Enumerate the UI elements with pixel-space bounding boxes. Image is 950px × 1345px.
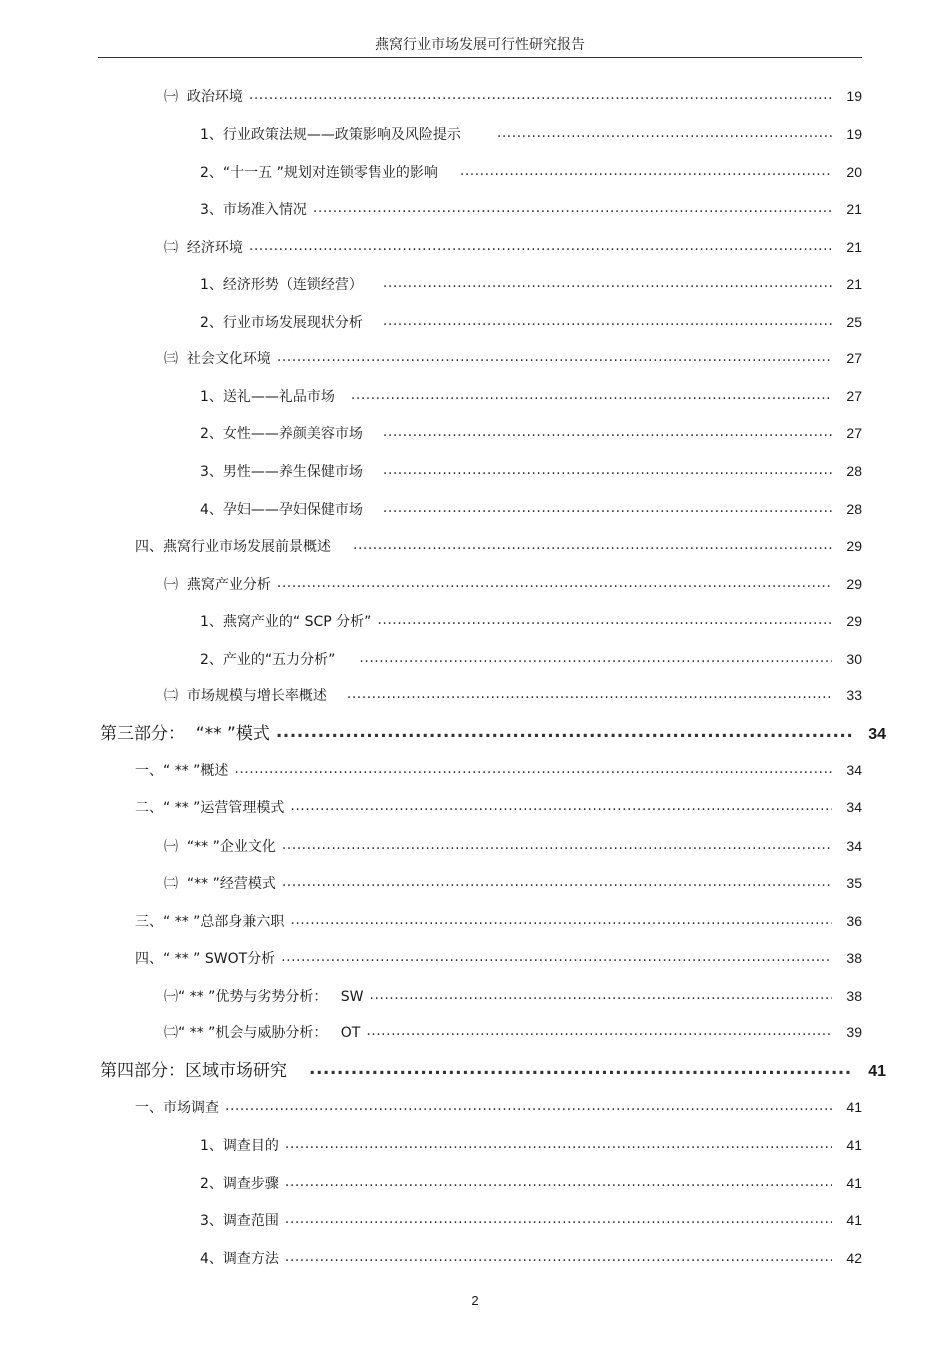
toc-entry-page: 41 [846, 1212, 862, 1228]
toc-entry-title: ㈡ “** ”经营模式 [164, 876, 276, 892]
toc-entry-title: 2、调查步骤 [200, 1176, 279, 1192]
toc-entry-title: 2、产业的“五力分析” [200, 652, 336, 668]
toc-entry-title: 1、送礼——礼品市场 [200, 389, 335, 405]
toc-entry-page: 35 [846, 875, 862, 891]
toc-entry-page: 38 [846, 988, 862, 1004]
toc-entry-page: 33 [846, 687, 862, 703]
toc-entry-page: 34 [846, 838, 862, 854]
toc-entry-title: 第三部分： “** ”模式 [100, 724, 270, 744]
header-rule [98, 57, 862, 58]
toc-entry[interactable] [164, 1022, 862, 1042]
toc-entry-title: 1、经济形势（连锁经营） [200, 277, 363, 293]
toc-entry-title: ㈠ 燕窝产业分析 [164, 577, 271, 593]
toc-entry-page: 19 [846, 126, 862, 142]
toc-entry-page: 41 [868, 1063, 886, 1080]
toc-leader [234, 759, 832, 779]
toc-entry-title: ㈠ 政治环境 [164, 89, 243, 105]
toc-entry-title: 四、燕窝行业市场发展前景概述 [135, 539, 331, 555]
toc-leader [366, 1021, 832, 1041]
toc-entry[interactable] [164, 86, 862, 106]
toc-entry-title: 第四部分：区域市场研究 [100, 1061, 287, 1081]
toc-entry-page: 34 [846, 762, 862, 778]
toc-entry[interactable] [200, 611, 862, 631]
toc-entry-title: 2、女性——养颜美容市场 [200, 426, 363, 442]
toc-leader [309, 1057, 852, 1081]
toc-leader [359, 648, 832, 668]
toc-leader [313, 198, 832, 218]
toc-entry-title: 2、“十一五 ”规划对连锁零售业的影响 [200, 165, 438, 181]
toc-entry-title: 二、“ ** ”运营管理模式 [135, 800, 285, 816]
toc-leader [249, 236, 832, 256]
toc-entry[interactable] [200, 1210, 862, 1230]
toc-entry[interactable] [200, 199, 862, 219]
toc-entry-page: 29 [846, 538, 862, 554]
toc-entry[interactable] [135, 948, 862, 968]
toc-entry[interactable] [200, 312, 862, 332]
toc-leader [282, 872, 832, 892]
toc-entry-title: 3、市场准入情况 [200, 202, 307, 218]
toc-leader [347, 684, 832, 704]
toc-leader [383, 498, 832, 518]
toc-entry-title: 一、“ ** ”概述 [135, 763, 229, 779]
toc-leader [383, 460, 832, 480]
toc-entry-title: 三、“ ** ”总部身兼六职 [135, 914, 285, 930]
toc-entry[interactable] [164, 836, 862, 856]
toc-entry-page: 19 [846, 88, 862, 104]
toc-entry[interactable] [200, 274, 862, 294]
toc-entry-title: 1、行业政策法规——政策影响及风险提示 [200, 127, 461, 143]
toc-entry-page: 21 [846, 239, 862, 255]
toc-entry[interactable] [200, 423, 862, 443]
toc-entry[interactable] [200, 649, 862, 669]
toc-entry-page: 41 [846, 1175, 862, 1191]
toc-entry[interactable] [135, 536, 862, 556]
toc-entry-title: ㈡ 市场规模与增长率概述 [164, 688, 327, 704]
toc-leader [290, 910, 832, 930]
toc-leader [281, 947, 832, 967]
toc-entry[interactable] [135, 1097, 862, 1117]
toc-entry-title: 1、调查目的 [200, 1138, 279, 1154]
toc-entry[interactable] [200, 1173, 862, 1193]
toc-leader [225, 1096, 832, 1116]
toc-entry-page: 25 [846, 314, 862, 330]
toc-entry-page: 38 [846, 950, 862, 966]
toc-entry-page: 29 [846, 576, 862, 592]
toc-entry-page: 30 [846, 651, 862, 667]
toc-entry-page: 20 [846, 164, 862, 180]
toc-entry-title: 4、孕妇——孕妇保健市场 [200, 502, 363, 518]
toc-leader [276, 720, 852, 744]
toc-entry-page: 41 [846, 1137, 862, 1153]
toc-part-entry[interactable] [100, 1059, 886, 1083]
toc-entry-title: ㈠“ ** ”优势与劣势分析： SW [164, 989, 364, 1005]
toc-entry-title: 3、调查范围 [200, 1213, 279, 1229]
toc-entry-page: 28 [846, 501, 862, 517]
toc-entry-title: 四、“ ** ” SWOT分析 [135, 951, 276, 967]
toc-leader [383, 422, 832, 442]
toc-entry-page: 39 [846, 1024, 862, 1040]
toc-entry-page: 29 [846, 613, 862, 629]
toc-entry-page: 21 [846, 201, 862, 217]
toc-entry[interactable] [164, 873, 862, 893]
toc-leader [290, 796, 832, 816]
toc-entry[interactable] [164, 237, 862, 257]
toc-leader [249, 85, 832, 105]
toc-entry-title: 4、调查方法 [200, 1251, 279, 1267]
toc-entry[interactable] [200, 461, 862, 481]
toc-entry[interactable] [164, 986, 862, 1006]
toc-leader [351, 385, 832, 405]
running-header: 燕窝行业市场发展可行性研究报告 [375, 37, 585, 53]
toc-entry-page: 34 [868, 726, 886, 743]
toc-leader [460, 161, 832, 181]
toc-entry-page: 27 [846, 350, 862, 366]
toc-entry-title: 3、男性——养生保健市场 [200, 464, 363, 480]
toc-entry[interactable] [164, 348, 862, 368]
toc-entry[interactable] [164, 574, 862, 594]
toc-leader [497, 123, 832, 143]
toc-entry[interactable] [200, 386, 862, 406]
toc-leader [285, 1172, 832, 1192]
toc-entry-page: 28 [846, 463, 862, 479]
toc-leader [353, 535, 832, 555]
toc-entry-title: ㈢ 社会文化环境 [164, 351, 271, 367]
toc-entry[interactable] [200, 499, 862, 519]
toc-leader [383, 311, 832, 331]
toc-entry-title: 一、市场调查 [135, 1100, 219, 1116]
toc-entry[interactable] [135, 760, 862, 780]
toc-entry[interactable] [135, 911, 862, 931]
toc-entry[interactable] [200, 124, 862, 144]
toc-entry-title: ㈡ 经济环境 [164, 240, 243, 256]
toc-leader [277, 347, 832, 367]
toc-entry[interactable] [135, 797, 862, 817]
toc-entry-page: 21 [846, 276, 862, 292]
toc-leader [383, 273, 832, 293]
toc-leader [285, 1247, 832, 1267]
toc-entry-page: 36 [846, 913, 862, 929]
toc-leader [285, 1134, 832, 1154]
toc-leader [377, 610, 832, 630]
toc-leader [370, 985, 833, 1005]
toc-leader [285, 1209, 832, 1229]
toc-entry-page: 34 [846, 799, 862, 815]
toc-leader [277, 573, 832, 593]
toc-entry-page: 42 [846, 1250, 862, 1266]
toc-entry[interactable] [164, 685, 862, 705]
page-number: 2 [471, 1293, 479, 1308]
toc-entry[interactable] [200, 162, 862, 182]
toc-entry-title: ㈡“ ** ”机会与威胁分析： OT [164, 1025, 361, 1041]
toc-entry-title: 1、燕窝产业的“ SCP 分析” [200, 614, 372, 630]
toc-entry-page: 27 [846, 425, 862, 441]
toc-entry-title: ㈠ “** ”企业文化 [164, 839, 276, 855]
toc-leader [282, 835, 832, 855]
toc-entry[interactable] [200, 1248, 862, 1268]
toc-part-entry[interactable] [100, 722, 886, 746]
toc-entry-page: 41 [846, 1099, 862, 1115]
toc-entry-title: 2、行业市场发展现状分析 [200, 315, 363, 331]
toc-entry[interactable] [200, 1135, 862, 1155]
toc-entry-page: 27 [846, 388, 862, 404]
